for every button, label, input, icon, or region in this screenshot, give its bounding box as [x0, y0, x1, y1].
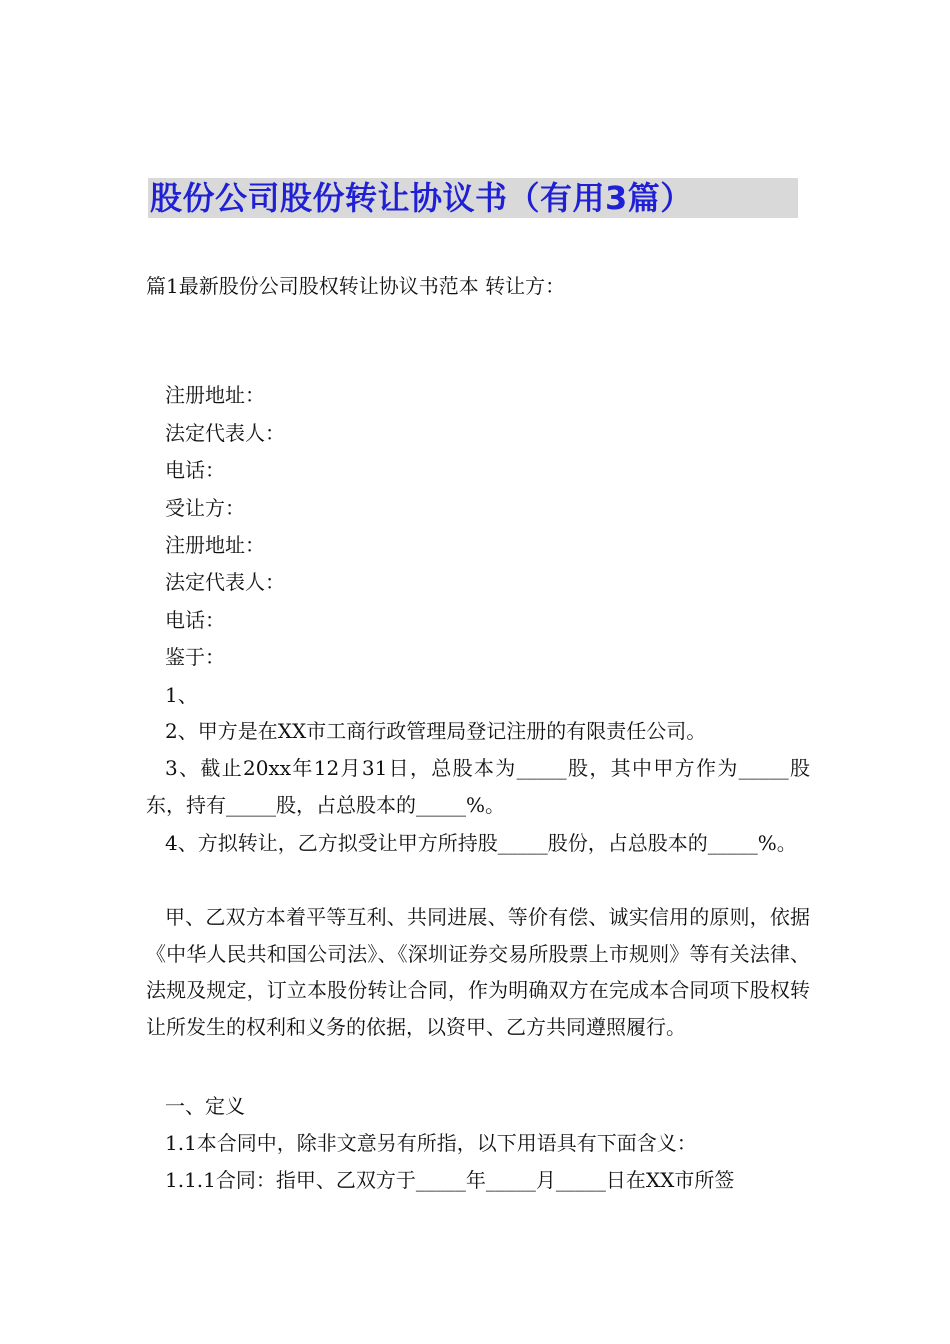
clause-1-1-1: 1.1.1合同：指甲、乙双方于_____年_____月_____日在XX市所签: [165, 1168, 735, 1192]
clause-1-1: 1.1本合同中，除非文意另有所指，以下用语具有下面含义：: [165, 1131, 697, 1155]
field-transferee-phone: 电话：: [165, 608, 225, 632]
whereas-heading: 鉴于：: [165, 645, 225, 669]
field-transferor-address: 注册地址：: [165, 383, 265, 407]
whereas-item-1: 1、: [165, 683, 198, 707]
field-transferor-legal-rep: 法定代表人：: [165, 421, 285, 445]
whereas-item-2: 2、甲方是在XX市工商行政管理局登记注册的有限责任公司。: [165, 719, 707, 743]
field-transferee: 受让方：: [165, 496, 245, 520]
field-transferee-address: 注册地址：: [165, 533, 265, 557]
whereas-item-4: 4、方拟转让，乙方拟受让甲方所持股_____股份，占总股本的_____%。: [165, 831, 797, 855]
whereas-item-3: 3、截止20xx年12月31日，总股本为_____股，其中甲方作为_____股东，持有_____股，占总股本的_____%。: [146, 756, 810, 817]
intro-line: 篇1最新股份公司股权转让协议书范本 转让方：: [146, 274, 566, 298]
main-paragraph: 甲、乙双方本着平等互利、共同进展、等价有偿、诚实信用的原则，依据《中华人民共和国公司法》、《深圳证券交易所股票上市规则》等有关法律、法规及规定，订立本股份转让合同，作为明确双方在完成本合同项下股权转让所发生的权利和义务的依据，以资甲、乙方共同遵照履行。: [146, 905, 810, 1039]
field-transferor-phone: 电话：: [165, 458, 225, 482]
document-title: 股份公司股份转让协议书（有用3篇）: [150, 179, 693, 217]
section-definitions-heading: 一、定义: [165, 1094, 245, 1118]
field-transferee-legal-rep: 法定代表人：: [165, 570, 285, 594]
